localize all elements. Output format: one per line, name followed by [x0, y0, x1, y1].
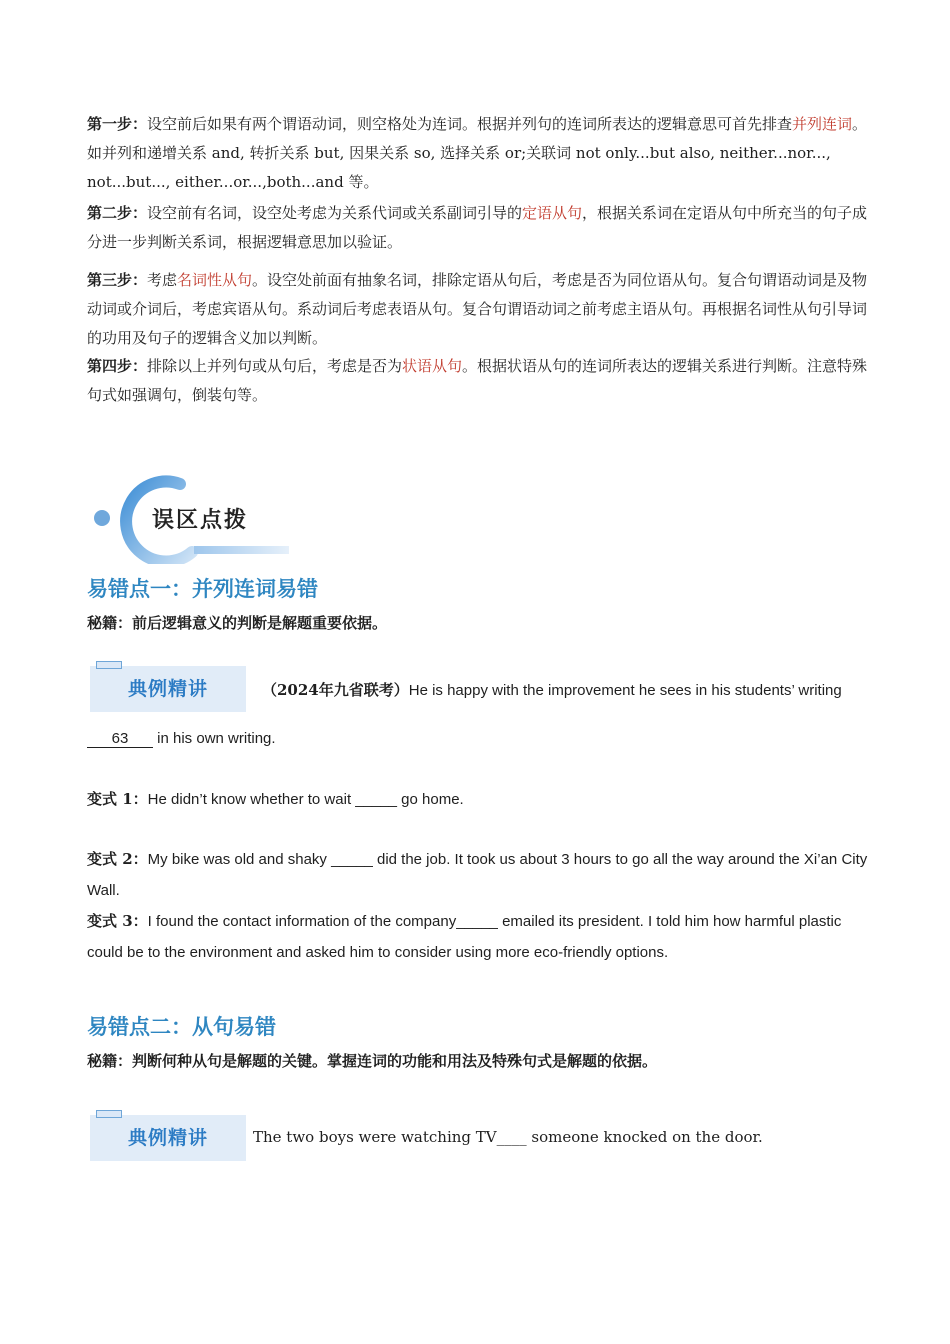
example-1-line-1: （2024年九省联考）He is happy with the improvement he sees in his students’ writing	[262, 681, 842, 699]
variant-3: 变式 3：I found the contact information of the company_____ emailed its president. I told him how harmful plastic could be to the environment and asked him to consider using more eco-friendly options.	[87, 912, 842, 961]
example-badge-1: 典例精讲	[90, 666, 246, 712]
step-2: 第二步：设空前有名词，设空处考虑为关系代词或关系副词引导的定语从句，根据关系词在定语从句中所充当的句子成分进一步判断关系词，根据逻辑意思加以验证。	[87, 204, 868, 251]
section-1-secret: 秘籍：前后逻辑意义的判断是解题重要依据。	[87, 614, 388, 632]
section-banner	[88, 470, 298, 564]
example-1-line-2: 63 in his own writing.	[87, 730, 276, 748]
answer-blank: 63	[87, 731, 153, 748]
example-badge-2: 典例精讲	[90, 1115, 246, 1161]
section-2-heading: 易错点二：从句易错	[87, 1015, 276, 1039]
step-4: 第四步：排除以上并列句或从句后，考虑是否为状语从句。根据状语从句的连词所表达的逻辑关系进行判断。注意特殊句式如强调句，倒装句等。	[87, 357, 868, 404]
badge-tab-decoration	[96, 1110, 122, 1118]
section-2-secret: 秘籍：判断何种从句是解题的关键。掌握连词的功能和用法及特殊句式是解题的依据。	[87, 1052, 658, 1070]
step-1: 第一步：设空前后如果有两个谓语动词，则空格处为连词。根据并列句的连词所表达的逻辑意思可首先排查并列连词。如并列和递增关系 and, 转折关系 but, 因果关系 so, 选择关系 or;关联词 not only...but also, neither...nor..., not...but..., either...or...,both...and 等。	[87, 115, 868, 191]
example-2-text: The two boys were watching TV____ someone knocked on the door.	[253, 1128, 763, 1146]
step-3: 第三步：考虑名词性从句。设空处前面有抽象名词，排除定语从句后，考虑是否为同位语从句。复合句谓语动词是及物动词或介词后，考虑宾语从句。系动词后考虑表语从句。复合句谓语动词之前考虑主语从句。再根据名词性从句引导词的功用及句子的逻辑含义加以判断。	[87, 271, 868, 347]
badge-tab-decoration	[96, 661, 122, 669]
section-1-heading: 易错点一：并列连词易错	[87, 577, 318, 601]
variant-2: 变式 2：My bike was old and shaky _____ did the job. It took us about 3 hours to go all the way around the Xi’an City Wall.	[87, 850, 868, 899]
variant-1: 变式 1：He didn’t know whether to wait _____ go home.	[87, 790, 464, 808]
banner-title: 误区点拨	[152, 508, 249, 533]
